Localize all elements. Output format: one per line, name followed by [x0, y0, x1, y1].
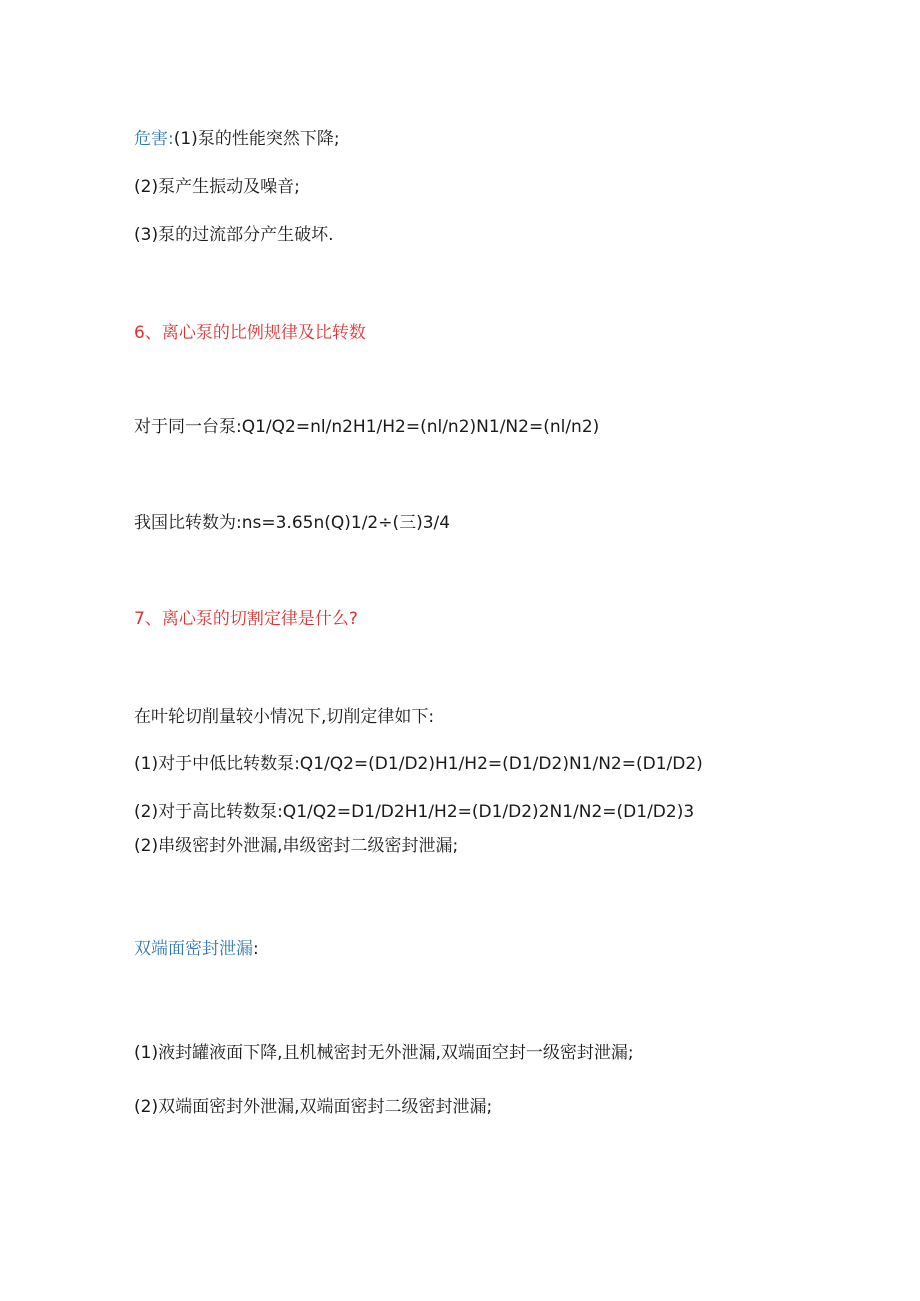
cutting-law-item-1: (1)对于中低比转数泵:Q1∕Q2=(D1∕D2)H1∕H2=(D1∕D2)N1/N2=(D1/D2)	[134, 754, 703, 774]
hazard-item-1: (1)泵的性能突然下降;	[173, 129, 340, 149]
hazard-item-3: (3)泵的过流部分产生破坏.	[134, 225, 334, 245]
specific-speed-formula: 我国比转数为:ns=3.65n(Q)1∕2÷(三)3/4	[134, 513, 451, 533]
hazard-label: 危害	[134, 129, 168, 149]
hazard-line	[134, 128, 340, 150]
section-7-heading: 7、离心泵的切割定律是什么?	[134, 609, 358, 629]
cascade-seal-item: (2)串级密封外泄漏,串级密封二级密封泄漏;	[134, 836, 459, 856]
double-seal-item-2: (2)双端面密封外泄漏,双端面密封二级密封泄漏;	[134, 1097, 493, 1117]
double-seal-label: 双端面密封泄漏	[134, 939, 253, 959]
double-seal-item-1: (1)液封罐液面下降,且机械密封无外泄漏,双端面空封一级密封泄漏;	[134, 1043, 634, 1063]
cutting-law-intro: 在叶轮切削量较小情况下,切削定律如下:	[134, 707, 435, 727]
hazard-item-2: (2)泵产生振动及噪音;	[134, 177, 300, 197]
double-seal-line	[134, 938, 259, 960]
section-6-heading: 6、离心泵的比例规律及比转数	[134, 323, 366, 343]
hazard-colon: :	[168, 129, 174, 149]
double-seal-colon: :	[253, 939, 259, 959]
same-pump-formula: 对于同一台泵:Q1∕Q2=nl∕n2H1∕H2=(nl∕n2)N1∕N2=(nl∕n2)	[134, 417, 600, 437]
cutting-law-item-2: (2)对于高比转数泵:Q1∕Q2=D1∕D2H1∕H2=(D1/D2)2N1∕N2=(D1/D2)3	[134, 802, 695, 822]
